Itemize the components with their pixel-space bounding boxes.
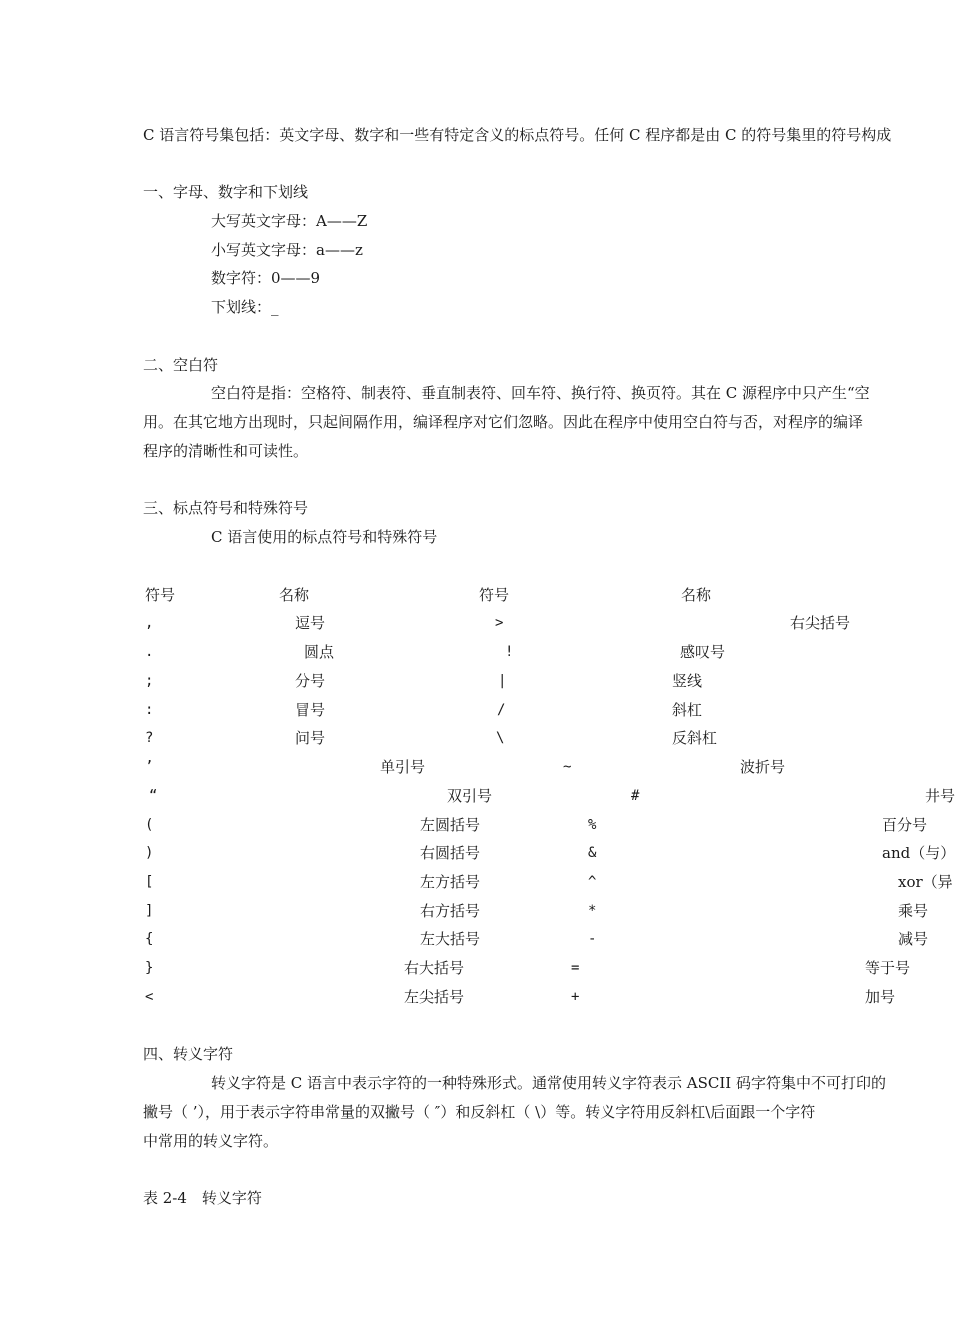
table-cell-symbol: < xyxy=(145,989,154,1005)
table-cell-name: and（与） xyxy=(882,844,955,862)
table-cell-name: 左圆括号 xyxy=(420,816,481,834)
section2-line: 用。在其它地方出现时，只起间隔作用，编译程序对它们忽略。因此在程序中使用空白符与否，对程序的编译 xyxy=(143,413,864,431)
table-cell-name: 竖线 xyxy=(672,672,703,690)
table-cell-symbol: = xyxy=(571,960,580,976)
table-cell-name: 双引号 xyxy=(447,787,493,805)
table-cell-symbol: ~ xyxy=(563,759,572,775)
section2-line: 空白符是指：空格符、制表符、垂直制表符、回车符、换行符、换页符。其在 C 源程序中只产生“空 xyxy=(211,384,870,402)
table-header-name: 名称 xyxy=(279,586,310,604)
table-cell-symbol: , xyxy=(145,615,154,631)
table-header-name: 名称 xyxy=(681,586,712,604)
section4-heading: 四、转义字符 xyxy=(143,1045,234,1063)
table-cell-symbol: * xyxy=(588,903,597,919)
table-cell-name: 右尖括号 xyxy=(790,614,851,632)
table-cell-symbol: ) xyxy=(145,845,154,861)
table-cell-symbol: - xyxy=(588,931,597,947)
table-cell-symbol: > xyxy=(495,615,504,631)
table-cell-name: 圆点 xyxy=(304,643,335,661)
table-cell-symbol: [ xyxy=(145,874,154,890)
table-cell-symbol: # xyxy=(631,788,640,804)
table-cell-symbol: % xyxy=(588,817,597,833)
table-header-symbol: 符号 xyxy=(145,586,176,604)
table-cell-name: 反斜杠 xyxy=(672,729,718,747)
table-cell-name: 分号 xyxy=(295,672,326,690)
section2-line: 程序的清晰性和可读性。 xyxy=(143,442,309,460)
table-cell-name: 等于号 xyxy=(865,959,911,977)
section1-heading: 一、字母、数字和下划线 xyxy=(143,183,309,201)
table-cell-symbol: ’ xyxy=(145,759,154,775)
table-cell-symbol: { xyxy=(145,931,154,947)
table-cell-name: 加号 xyxy=(865,988,896,1006)
table-cell-name: 单引号 xyxy=(380,758,426,776)
section4-line: 转义字符是 C 语言中表示字符的一种特殊形式。通常使用转义字符表示 ASCII 码字符集中不可打印的 xyxy=(211,1074,886,1092)
table-cell-name: 井号 xyxy=(925,787,955,805)
table-cell-name: 右大括号 xyxy=(404,959,465,977)
table-cell-symbol: . xyxy=(145,644,154,660)
table-cell-symbol: & xyxy=(588,845,597,861)
table-cell-name: 冒号 xyxy=(295,701,326,719)
table-cell-symbol: ^ xyxy=(588,874,597,890)
table-header-symbol: 符号 xyxy=(479,586,510,604)
table-cell-symbol: ; xyxy=(145,673,154,689)
intro-paragraph: C 语言符号集包括：英文字母、数字和一些有特定含义的标点符号。任何 C 程序都是由 C 的符号集里的符号构成 xyxy=(143,126,892,144)
uppercase-letters-item: 大写英文字母：A——Z xyxy=(211,212,368,230)
table-cell-name: 斜杠 xyxy=(672,701,703,719)
table-cell-symbol: ! xyxy=(505,644,514,660)
table-cell-name: 问号 xyxy=(295,729,326,747)
underscore-item: 下划线：_ xyxy=(211,298,279,316)
section4-line: 撇号（ ’），用于表示字符串常量的双撇号（ ″）和反斜杠（ \）等。转义字符用反斜杠\后面跟一个字符 xyxy=(143,1103,816,1121)
table-cell-symbol: “ xyxy=(149,788,158,804)
table-cell-symbol: / xyxy=(497,702,506,718)
section2-heading: 二、空白符 xyxy=(143,356,219,374)
table-cell-symbol: ] xyxy=(145,903,154,919)
table-cell-symbol: + xyxy=(571,989,580,1005)
table-cell-name: 逗号 xyxy=(295,614,326,632)
section3-heading: 三、标点符号和特殊符号 xyxy=(143,499,309,517)
section4-line: 中常用的转义字符。 xyxy=(143,1132,279,1150)
table-cell-symbol: } xyxy=(145,960,154,976)
table-cell-symbol: ( xyxy=(145,817,154,833)
table-cell-name: 波折号 xyxy=(740,758,786,776)
table-cell-name: 百分号 xyxy=(882,816,928,834)
table-cell-name: 感叹号 xyxy=(680,643,726,661)
table-cell-name: 左尖括号 xyxy=(404,988,465,1006)
table-cell-name: 左方括号 xyxy=(420,873,481,891)
table-cell-symbol: \ xyxy=(496,730,505,746)
lowercase-letters-item: 小写英文字母：a——z xyxy=(211,241,363,259)
digits-item: 数字符：0——9 xyxy=(211,269,321,287)
table-cell-name: 左大括号 xyxy=(420,930,481,948)
table-cell-name: 右方括号 xyxy=(420,902,481,920)
table-caption: 表 2-4 转义字符 xyxy=(143,1189,262,1207)
table-cell-symbol: ? xyxy=(145,730,154,746)
section3-subtitle: C 语言使用的标点符号和特殊符号 xyxy=(211,528,438,546)
table-cell-name: 乘号 xyxy=(898,902,929,920)
table-cell-symbol: : xyxy=(145,702,154,718)
table-cell-symbol: | xyxy=(498,673,507,689)
table-cell-name: 右圆括号 xyxy=(420,844,481,862)
table-cell-name: xor（异 xyxy=(898,873,953,891)
table-cell-name: 减号 xyxy=(898,930,929,948)
